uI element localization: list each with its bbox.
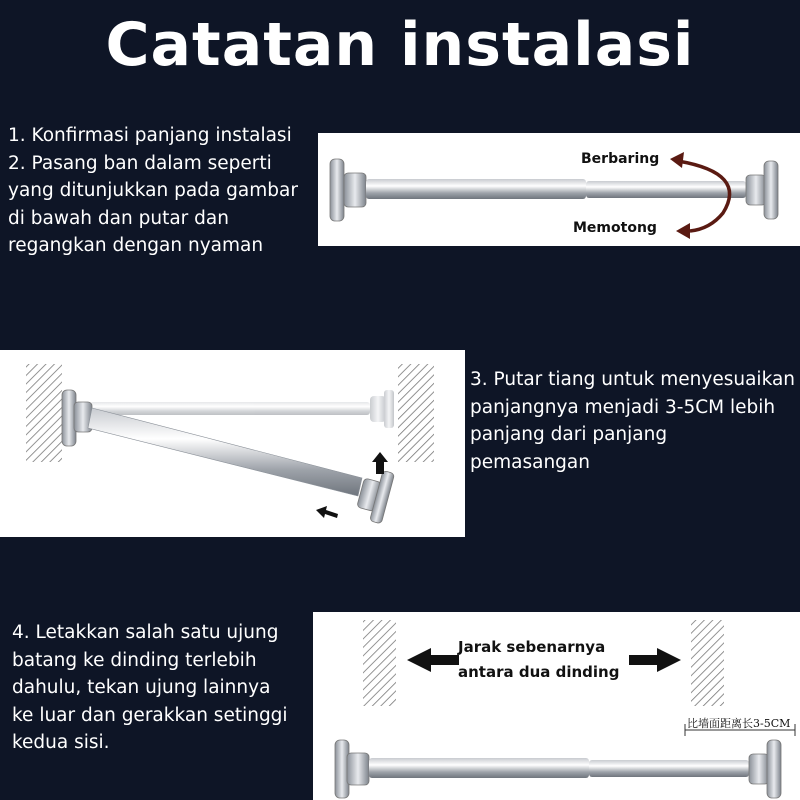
distance-label-line2: antara dua dinding xyxy=(458,663,620,681)
rod-tilt-illustration xyxy=(0,350,465,537)
step-1-2-text: 1. Konfirmasi panjang instalasi 2. Pasang ban dalam seperti yang ditunjukkan pada gambar di bawah dan putar dan regangkan dengan nyaman xyxy=(8,125,298,256)
rod-tilt-panel xyxy=(0,350,465,537)
extra-length-note: 比墙面距离长3-5CM xyxy=(687,717,791,730)
wall-distance-panel xyxy=(313,612,800,800)
step-3-text: 3. Putar tiang untuk menyesuaikan panjangnya menjadi 3-5CM lebih panjang dari panjang pemasangan xyxy=(470,369,796,473)
step-4-text: 4. Letakkan salah satu ujung batang ke dinding terlebih dahulu, tekan ujung lainnya ke luar dan gerakkan setinggi kedua sisi. xyxy=(12,622,288,753)
page-title: Catatan instalasi xyxy=(105,10,695,80)
rod-rotate-illustration xyxy=(318,133,800,246)
rod-rotate-panel xyxy=(318,133,800,246)
rotate-label-bottom: Memotong xyxy=(573,220,657,236)
distance-label-line1: Jarak sebenarnya xyxy=(458,638,606,656)
rotate-label-top: Berbaring xyxy=(581,151,660,167)
